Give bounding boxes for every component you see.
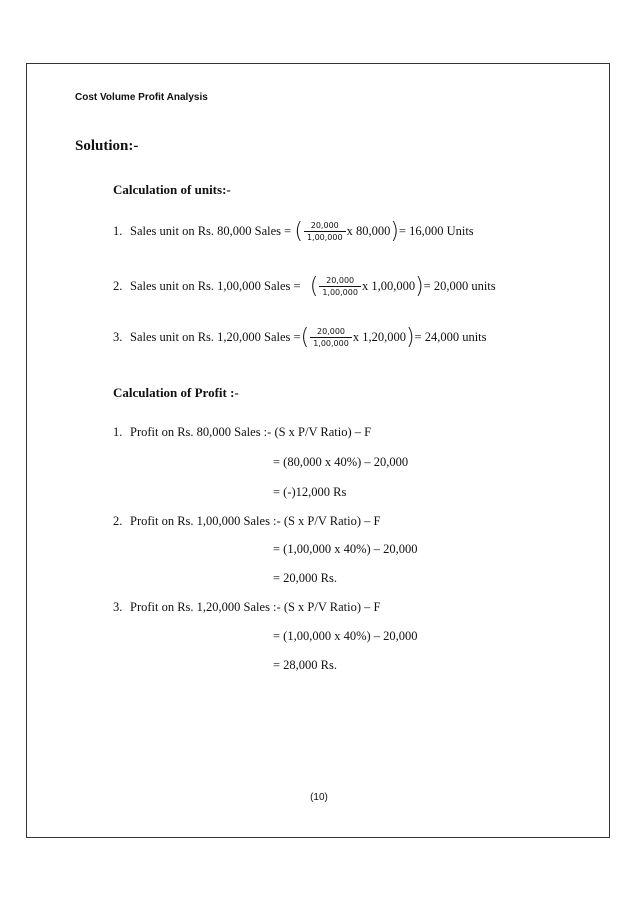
- item-text: Profit on Rs. 1,20,000 Sales :- (S x P/V Ratio) – F: [130, 600, 381, 614]
- fraction-denominator: 1,00,000: [304, 231, 346, 242]
- fraction-numerator: 20,000: [310, 221, 339, 230]
- fraction: [304, 222, 346, 242]
- item-number: 2.: [113, 514, 123, 528]
- close-paren-glyph: ): [405, 325, 415, 350]
- solution-heading: Solution:-: [75, 138, 139, 154]
- item-result: = 24,000 units: [414, 329, 487, 344]
- item-multiplier: x 80,000: [346, 223, 391, 238]
- open-paren-glyph: (: [294, 219, 303, 244]
- item-number: 1.: [113, 425, 123, 439]
- units-item: [113, 327, 487, 349]
- open-paren-glyph: (: [300, 325, 310, 350]
- profit-section-heading: Calculation of Profit :-: [113, 385, 239, 400]
- fraction: [310, 328, 352, 348]
- item-number: 1.: [113, 223, 123, 238]
- units-item: [113, 276, 496, 298]
- page-border: [26, 63, 610, 838]
- document-header-title: Cost Volume Profit Analysis: [75, 92, 208, 103]
- profit-result: = 20,000 Rs.: [273, 571, 338, 585]
- fraction-numerator: 20,000: [317, 327, 345, 336]
- item-number: 3.: [113, 329, 123, 344]
- item-number: 3.: [113, 600, 123, 614]
- units-item: [113, 221, 474, 243]
- item-text: Sales unit on Rs. 80,000 Sales =: [130, 223, 292, 238]
- item-multiplier: x 1,20,000: [352, 329, 406, 344]
- profit-step: = (1,00,000 x 40%) – 20,000: [273, 629, 418, 643]
- item-text: Profit on Rs. 80,000 Sales :- (S x P/V Ratio) – F: [130, 425, 372, 439]
- item-result: = 16,000 Units: [398, 223, 474, 238]
- fraction-numerator: 20,000: [326, 276, 355, 285]
- profit-step: = (80,000 x 40%) – 20,000: [273, 455, 409, 469]
- units-section-heading: Calculation of units:-: [113, 182, 231, 197]
- open-paren-glyph: (: [309, 274, 319, 299]
- fraction-denominator: 1,00,000: [310, 337, 352, 348]
- fraction: [319, 277, 361, 297]
- profit-item: [113, 425, 371, 440]
- item-text: Sales unit on Rs. 1,00,000 Sales =: [130, 278, 301, 293]
- item-result: = 20,000 units: [423, 278, 496, 293]
- fraction-denominator: 1,00,000: [319, 286, 361, 297]
- page-number: (10): [310, 792, 328, 803]
- item-text: Sales unit on Rs. 1,20,000 Sales =: [130, 329, 301, 344]
- close-paren-glyph: ): [415, 274, 424, 299]
- item-text: Profit on Rs. 1,00,000 Sales :- (S x P/V Ratio) – F: [130, 514, 381, 528]
- item-multiplier: x 1,00,000: [361, 278, 416, 293]
- close-paren-glyph: ): [390, 219, 399, 244]
- item-number: 2.: [113, 278, 123, 293]
- profit-result: = (-)12,000 Rs: [273, 485, 347, 499]
- profit-step: = (1,00,000 x 40%) – 20,000: [273, 542, 418, 556]
- profit-item: [113, 600, 380, 615]
- profit-result: = 28,000 Rs.: [273, 658, 338, 672]
- profit-item: [113, 514, 380, 529]
